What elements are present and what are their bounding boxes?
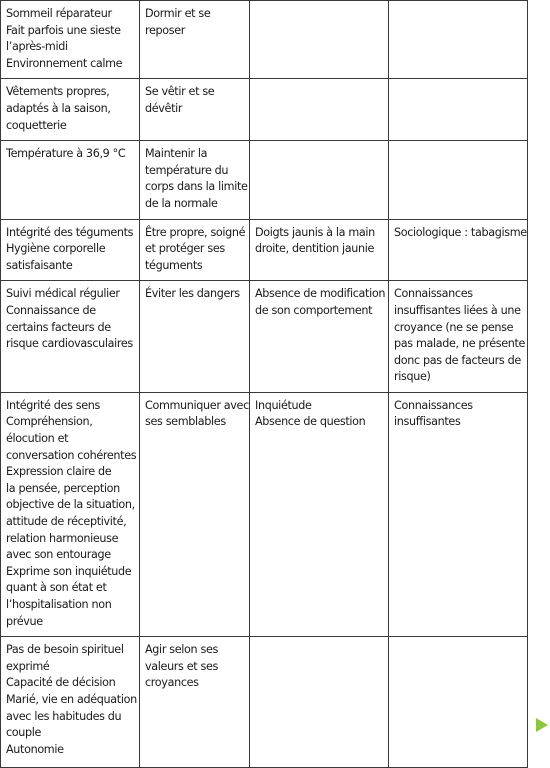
cell-text-line: Dormir et se bbox=[145, 7, 211, 20]
next-page-arrow-icon[interactable] bbox=[536, 718, 548, 732]
cell-text-line: Intégrité des sens bbox=[6, 398, 100, 412]
cell-text-line: Température à 36,9 °C bbox=[6, 147, 126, 161]
table-cell-col1 bbox=[1, 1, 140, 79]
table-row bbox=[1, 392, 528, 636]
table-row bbox=[1, 637, 528, 768]
cell-text-line: Environnement calme bbox=[6, 56, 123, 70]
cell-text-line: pas malade, ne présente bbox=[394, 337, 526, 351]
table-row bbox=[1, 141, 528, 219]
cell-text-line: relation harmonieuse bbox=[6, 531, 119, 545]
cell-text-line: Inquiétude bbox=[255, 398, 312, 412]
cell-text-line: l’hospitalisation non bbox=[6, 598, 112, 611]
table-body bbox=[1, 1, 528, 768]
cell-text-line: avec les habitudes du bbox=[6, 709, 122, 723]
table-cell-col4 bbox=[389, 141, 528, 219]
table-row bbox=[1, 1, 528, 79]
cell-text-line: élocution et bbox=[6, 432, 69, 446]
table-row bbox=[1, 219, 528, 281]
cell-text-line: croyances bbox=[145, 676, 199, 690]
cell-text-line: Maintenir la bbox=[145, 147, 208, 161]
cell-text-line: et protéger ses bbox=[145, 242, 225, 256]
table-cell-col2 bbox=[140, 637, 250, 768]
table-cell-col2 bbox=[140, 392, 250, 636]
cell-text-line: Intégrité des téguments bbox=[6, 225, 134, 239]
cell-text-line: Éviter les dangers bbox=[145, 287, 240, 301]
cell-text-line: de la normale bbox=[145, 196, 218, 210]
cell-text-line: l’après-midi bbox=[6, 40, 68, 54]
cell-text-line: Se vêtir et se bbox=[145, 85, 215, 99]
cell-text-line: reposer bbox=[145, 23, 186, 37]
cell-text-line: adaptés à la saison, bbox=[6, 101, 111, 115]
table-cell-col1 bbox=[1, 219, 140, 281]
table-cell-col2 bbox=[140, 141, 250, 219]
cell-text-line: avec son entourage bbox=[6, 548, 111, 562]
cell-text-line: conversation cohérentes bbox=[6, 448, 137, 462]
cell-text-line: Autonomie bbox=[6, 742, 64, 756]
cell-text-line: Hygiène corporelle bbox=[6, 242, 106, 256]
table-cell-col4 bbox=[389, 219, 528, 281]
cell-text-line: Exprime son inquiétude bbox=[6, 564, 132, 578]
table-cell-col2 bbox=[140, 1, 250, 79]
cell-text-line: ses semblables bbox=[145, 415, 226, 429]
table-cell-col3 bbox=[250, 1, 389, 79]
cell-text-line: Doigts jaunis à la main bbox=[255, 225, 375, 239]
cell-text-line: quant à son état et bbox=[6, 581, 107, 595]
cell-text-line: Agir selon ses bbox=[145, 643, 218, 657]
cell-text-line: objective de la situation, bbox=[6, 498, 135, 512]
cell-text-line: risque) bbox=[394, 370, 431, 384]
cell-text-line: température du bbox=[145, 163, 229, 177]
table-cell-col3 bbox=[250, 392, 389, 636]
cell-text-line: Absence de modification bbox=[255, 287, 386, 301]
cell-text-line: Sociologique : tabagisme bbox=[394, 225, 527, 239]
cell-text-line: satisfaisante bbox=[6, 258, 73, 272]
table-cell-col1 bbox=[1, 637, 140, 768]
table-cell-col1 bbox=[1, 141, 140, 219]
table-cell-col3 bbox=[250, 79, 389, 141]
cell-text-line: la pensée, perception bbox=[6, 481, 120, 495]
table-cell-col3 bbox=[250, 281, 389, 393]
table-cell-col2 bbox=[140, 79, 250, 141]
cell-text-line: Sommeil réparateur bbox=[6, 7, 112, 20]
cell-text-line: insuffisantes bbox=[394, 415, 461, 429]
cell-text-line: Compréhension, bbox=[6, 415, 93, 429]
table-cell-col3 bbox=[250, 637, 389, 768]
table-cell-col1 bbox=[1, 79, 140, 141]
cell-text-line: Capacité de décision bbox=[6, 676, 116, 690]
table-cell-col4 bbox=[389, 392, 528, 636]
cell-text-line: Suivi médical régulier bbox=[6, 287, 120, 301]
table-cell-col3 bbox=[250, 141, 389, 219]
cell-text-line: Absence de question bbox=[255, 415, 366, 429]
cell-text-line: Marié, vie en adéquation bbox=[6, 692, 137, 706]
cell-text-line: exprimé bbox=[6, 659, 50, 673]
cell-text-line: croyance (ne se pense bbox=[394, 320, 514, 334]
cell-text-line: donc pas de facteurs de bbox=[394, 353, 521, 367]
table-row bbox=[1, 281, 528, 393]
cell-text-line: risque cardiovasculaires bbox=[6, 337, 133, 351]
cell-text-line: Pas de besoin spirituel bbox=[6, 643, 124, 657]
cell-text-line: Connaissance de bbox=[6, 303, 96, 317]
table-cell-col4 bbox=[389, 79, 528, 141]
cell-text-line: Connaissances bbox=[394, 287, 473, 301]
table-cell-col4 bbox=[389, 637, 528, 768]
cell-text-line: insuffisantes liées à une bbox=[394, 303, 521, 317]
cell-text-line: coquetterie bbox=[6, 118, 67, 132]
table-cell-col4 bbox=[389, 1, 528, 79]
table-cell-col4 bbox=[389, 281, 528, 393]
table-cell-col2 bbox=[140, 281, 250, 393]
cell-text-line: corps dans la limite bbox=[145, 180, 248, 194]
cell-text-line: Vêtements propres, bbox=[6, 85, 110, 99]
table-cell-col2 bbox=[140, 219, 250, 281]
table-cell-col3 bbox=[250, 219, 389, 281]
table-cell-col1 bbox=[1, 392, 140, 636]
cell-text-line: Communiquer avec bbox=[145, 398, 249, 412]
cell-text-line: Connaissances bbox=[394, 398, 473, 412]
cell-text-line: Fait parfois une sieste bbox=[6, 23, 121, 37]
cell-text-line: Expression claire de bbox=[6, 465, 112, 479]
cell-text-line: certains facteurs de bbox=[6, 320, 111, 334]
cell-text-line: Être propre, soigné bbox=[145, 225, 246, 239]
cell-text-line: dévêtir bbox=[145, 101, 183, 115]
table-cell-col1 bbox=[1, 281, 140, 393]
cell-text-line: prévue bbox=[6, 614, 43, 628]
cell-text-line: couple bbox=[6, 726, 42, 740]
cell-text-line: téguments bbox=[145, 258, 203, 272]
cell-text-line: droite, dentition jaunie bbox=[255, 242, 375, 256]
cell-text-line: valeurs et ses bbox=[145, 659, 219, 673]
cell-text-line: de son comportement bbox=[255, 303, 373, 317]
table-row bbox=[1, 79, 528, 141]
cell-text-line: attitude de réceptivité, bbox=[6, 515, 127, 529]
